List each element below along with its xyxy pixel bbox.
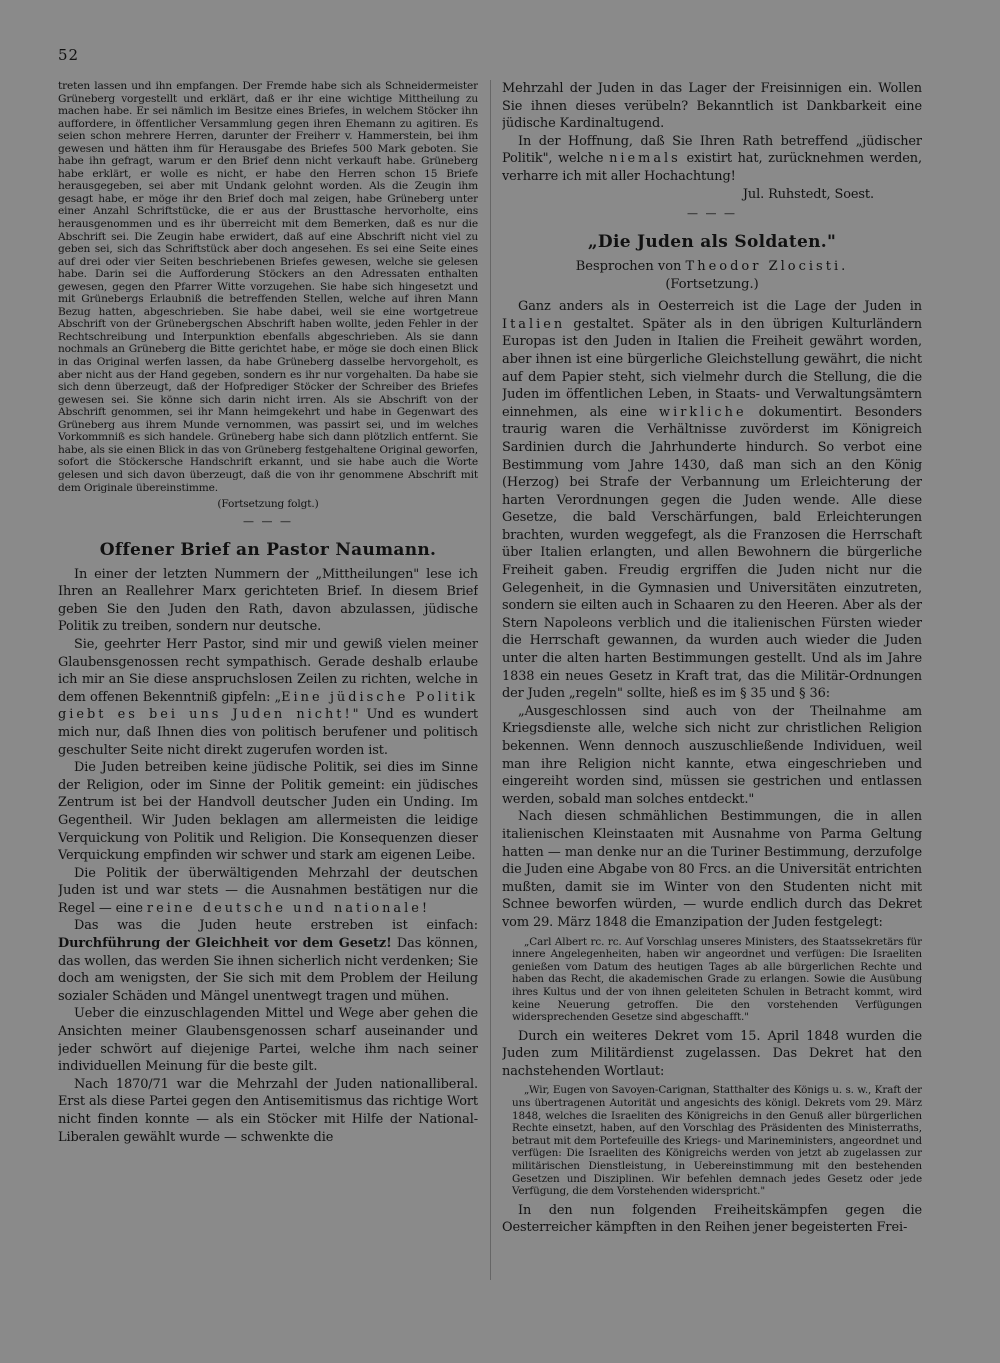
- bold-text: Durchführung der Gleichheit vor dem Gesetz!: [58, 936, 392, 952]
- paragraph: Nach 1870/71 war die Mehrzahl der Juden nationalliberal. Erst als diese Partei gegen den Antisemitismus das richtige Wort nicht finden konnte — als ein Stöcker mit Hilfe der National-Liberalen gewählt wurde — schwenkte die: [58, 1076, 478, 1145]
- section-divider: — — —: [243, 514, 293, 528]
- signature: Jul. Ruhstedt, Soest.: [742, 186, 874, 202]
- emphasis-text: niemals: [609, 151, 681, 167]
- paragraph: Ueber die einzuschlagenden Mittel und Wege aber gehen die Ansichten meiner Glaubensgenossen scharf auseinander und jeder schwört auf diejenige Partei, welche ihm nach seiner individuellen Meinung für die beste gilt.: [58, 1006, 478, 1075]
- section-divider: — — —: [687, 207, 737, 221]
- paragraph: In einer der letzten Nummern der „Mittheilungen" lese ich Ihren an Reallehrer Marx gerichteten Brief. In diesem Brief geben Sie den Juden den Rath, davon abzulassen, jüdische Politik zu treiben, sondern nur deutsche.: [58, 566, 478, 635]
- paragraph: In den nun folgenden Freiheitskämpfen gegen die Oesterreicher kämpften in den Reihen jener begeisterten Frei-: [502, 1202, 922, 1236]
- paragraph: Das was die Juden heute erstreben ist einfach: Durchführung der Gleichheit vor dem Gesetz! Das können, das wollen, das werden Sie ihnen sicherlich nicht verdenken; Sie doch am wenigsten, der Sie sich mit dem Problem der Heilung sozialer Schäden und Mängel unentwegt tragen und mühen.: [58, 918, 478, 1004]
- emphasis-text: wirkliche: [659, 404, 747, 420]
- paragraph: „Ausgeschlossen sind auch von der Theilnahme am Kriegsdienste alle, welche sich nicht zur christlichen Religion bekennen. Wenn dennoch auszuschließende Individuen, weil man ihre Religion nicht kannte, etwa eingeschrieben und eingereiht worden sind, müssen sie gestrichen und entlassen werden, sobald man solches entdeckt.": [502, 703, 922, 807]
- emphasis-text: Italien: [502, 316, 566, 332]
- soldiers-heading: „Die Juden als Soldaten.": [587, 232, 837, 253]
- open-letter-heading: Offener Brief an Pastor Naumann.: [99, 539, 437, 560]
- emphasis-text: Eine jüdische Politik giebt es bei uns Juden nicht!: [58, 689, 478, 723]
- paragraph: Die Juden betreiben keine jüdische Politik, sei dies im Sinne der Religion, oder im Sinne der Politik gemeint: ein jüdisches Zentrum ist bei der Handvoll deutscher Juden ein Unding. Im Gegentheil. Wir Juden beklagen am allermeisten die leidige Verquickung von Politik und Religion. Die Konsequenzen dieser Verquickung empfinden wir schwer und stark am eigenen Leibe.: [58, 760, 478, 864]
- column-rule: [490, 80, 491, 1280]
- article-continuation-text: treten lassen und ihn empfangen. Der Fremde habe sich als Schneidermeister Grüneberg vorgestellt und erklärt, daß er ihr eine wichtige Mittheilung zu machen habe. Er sei nämlich im Besitze eines Briefes, in welchem Stöcker ihn auffordere, in öffentlicher Versammlung gegen ihren Ehemann zu agitiren. Es seien schon mehrere Herren, darunter der Freiherr v. Hammerstein, bei ihm gewesen und hätten ihm für Herausgabe des Briefes 500 Mark geboten. Sie habe ihn gefragt, warum er den Brief denn nicht verkauft habe. Grüneberg habe erklärt, er wolle es nicht, er habe den Herren schon 15 Briefe herausgegeben, sei aber mit Undank gelohnt worden. Als die Zeugin ihm gesagt habe, er möge ihr den Brief doch mal zeigen, habe Grüneberg unter einer Anzahl Schriftstücke, die er aus der Brusttasche hervorholte, eins herausgenommen und es ihr überreicht mit dem Bemerken, daß es nur die Abschrift sei. Die Zeugin habe erwidert, daß auf eine Abschrift nicht viel zu geben sei, sich das Schriftstück aber doch angesehen. Es sei eine Seite eines auf drei oder vier Seiten beschriebenen Briefes gewesen, welche sie gelesen habe. Darin sei die Aufforderung Stöckers an den Adressaten enthalten gewesen, gegen den Pfarrer Witte vorzugehen. Sie habe sich hingesetzt und mit Grünebergs Erlaubniß die betreffenden Stellen, welche auf ihren Mann Bezug hatten, abgeschrieben. Sie habe dabei, weil sie eine wortgetreue Abschrift von der Grünebergschen Abschrift haben wollte, jeden Fehler in der Rechtschreibung und Interpunktion ebenfalls abgeschrieben. Als sie dann nochmals an Grüneberg die Bitte gerichtet habe, er möge sie doch einen Blick in das Original werfen lassen, da habe Grüneberg dasselbe hervorgeholt, es aber nicht aus der Hand gegeben, sondern es ihr nur vorgehalten. Da habe sie sich denn überzeugt, daß der Hofprediger Stöcker der Schreiber des Briefes gewesen sei. Sie könne sich darin nicht irren. Als sie Abschrift von der Abschrift genommen, sei ihr Mann heimgekehrt und habe in Gegenwart des Grüneberg aus ihrem Munde vernommen, was passirt sei, und im welches Vorkommniß es sich handele. Grüneberg habe sich dann plötzlich entfernt. Sie habe, als sie einen Blick in das von Grüneberg festgehaltene Original geworfen, sofort die Stöckersche Handschrift erkannt, und sie habe auch die Worte gelesen und sich davon überzeugt, daß die von ihr genommene Abschrift mit dem Originale übereinstimme.: [58, 80, 478, 494]
- continuation-label: (Fortsetzung.): [665, 277, 759, 293]
- right-column: [502, 80, 922, 1342]
- paragraph: Durch ein weiteres Dekret vom 15. April 1848 wurden die Juden zum Militärdienst zugelassen. Das Dekret hat den nachstehenden Wortlaut:: [502, 1028, 922, 1079]
- paragraph: Nach diesen schmählichen Bestimmungen, die in allen italienischen Kleinstaaten mit Ausnahme von Parma Geltung hatten — man denke nur an die Turiner Bestimmung, derzufolge die Juden eine Abgabe von 80 Frcs. an die Universität entrichten mußten, damit sie im Winter von den Studenten nicht mit Schnee beworfen würden, — wurde endlich durch das Dekret vom 29. März 1848 die Emanzipation der Juden festgelegt:: [502, 809, 922, 930]
- review-byline: Besprochen von Theodor Zlocisti.: [575, 259, 849, 275]
- continuation-note: (Fortsetzung folgt.): [217, 498, 319, 511]
- paragraph: Die Politik der überwältigenden Mehrzahl der deutschen Juden ist und war stets — die Ausnahmen bestätigen nur die Regel — eine reine deutsche und nationale!: [58, 865, 478, 916]
- paragraph: Sie, geehrter Herr Pastor, sind mir und gewiß vielen meiner Glaubensgenossen recht sympathisch. Gerade deshalb erlaube ich mir an Sie diese anspruchslosen Zeilen zu richten, welche in dem offenen Bekenntniß gipfeln: „Eine jüdische Politik giebt es bei uns Juden nicht!" Und es wundert mich nur, daß Ihnen dies von politisch berufener und politisch geschulter Seite nicht direkt zugerufen worden ist.: [58, 636, 478, 758]
- decree-quote: „Wir, Eugen von Savoyen-Carignan, Statthalter des Königs u. s. w., Kraft der uns übertragenen Autorität und angesichts des königl. Dekrets vom 29. März 1848, welches die Israeliten des Königreichs in den Genuß aller bürgerlichen Rechte einsetzt, haben, auf den Vorschlag des Präsidenten des Ministerraths, betraut mit dem Portefeuille des Kriegs- und Marineministers, angeordnet und verfügen: Die Israeliten des Königreichs werden von jetzt ab zugelassen zur militärischen Dienstleistung, in Uebereinstimmung mit den bestehenden Gesetzen und Disziplinen. Wir befehlen demnach jedes Gesetz oder jede Verfügung, die dem Vorstehenden widerspricht.": [512, 1084, 922, 1198]
- page-number: 52: [58, 46, 80, 64]
- emphasis-text: reine deutsche und nationale!: [146, 900, 430, 916]
- paragraph: Ganz anders als in Oesterreich ist die Lage der Juden in Italien gestaltet. Später als in den übrigen Kulturländern Europas ist den Juden in Italien die Freiheit gewährt worden, aber ihnen ist eine bürgerliche Gleichstellung gewährt, die nicht auf dem Papier steht, sich vielmehr durch die Stellung, die die Juden im öffentlichen Leben, in Staats- und Verwaltungsämtern einnehmen, als eine wirkliche dokumentirt. Besonders traurig waren die Verhältnisse zuvörderst im Königreich Sardinien durch die Jahrhunderte hindurch. So verbot eine Bestimmung vom Jahre 1430, daß man sich an den König (Herzog) bei Strafe der Verbannung um Erleichterung der harten Verordnungen gegen die Juden wende. Alle diese Gesetze, die bald Verschärfungen, bald Erleichterungen brachten, wurden weggefegt, als die Franzosen die Herrschaft über Italien erlangten, und allen Bewohnern die bürgerliche Freiheit gaben. Freudig ergriffen die Juden nicht nur die Gelegenheit, in die Gymnasien und Universitäten einzutreten, sondern sie eilten auch in Schaaren zu den Heeren. Aber als der Stern Napoleons verblich und die italienischen Fürsten wieder die Herrschaft gewannen, da wurden auch wieder die Juden unter die alten harten Bestimmungen gestellt. Und als im Jahre 1838 ein neues Gesetz in Kraft trat, das die Militär-Ordnungen der Juden „regeln" sollte, hieß es im § 35 und § 36:: [502, 299, 922, 702]
- paragraph: In der Hoffnung, daß Sie Ihren Rath betreffend „jüdischer Politik", welche niemals existirt hat, zurücknehmen werden, verharre ich mit aller Hochachtung!: [502, 133, 922, 184]
- author-name: Theodor Zlocisti.: [685, 259, 849, 275]
- paragraph: Mehrzahl der Juden in das Lager der Freisinnigen ein. Wollen Sie ihnen dieses verübeln? Bekanntlich ist Dankbarkeit eine jüdische Kardinaltugend.: [502, 81, 922, 132]
- left-column: [58, 80, 478, 1342]
- decree-quote: „Carl Albert rc. rc. Auf Vorschlag unseres Ministers, des Staatssekretärs für innere Angelegenheiten, haben wir angeordnet und verfügen: Die Israeliten genießen vom Datum des heutigen Tages ab alle bürgerlichen Rechte und haben das Recht, die akademischen Grade zu erlangen. Sowie die Ausübung ihres Kultus und der von ihnen geleiteten Schulen in Betracht kommt, wird keine Neuerung getroffen. Die den vorstehenden Verfügungen widersprechenden Gesetze sind abgeschafft.": [512, 935, 922, 1024]
